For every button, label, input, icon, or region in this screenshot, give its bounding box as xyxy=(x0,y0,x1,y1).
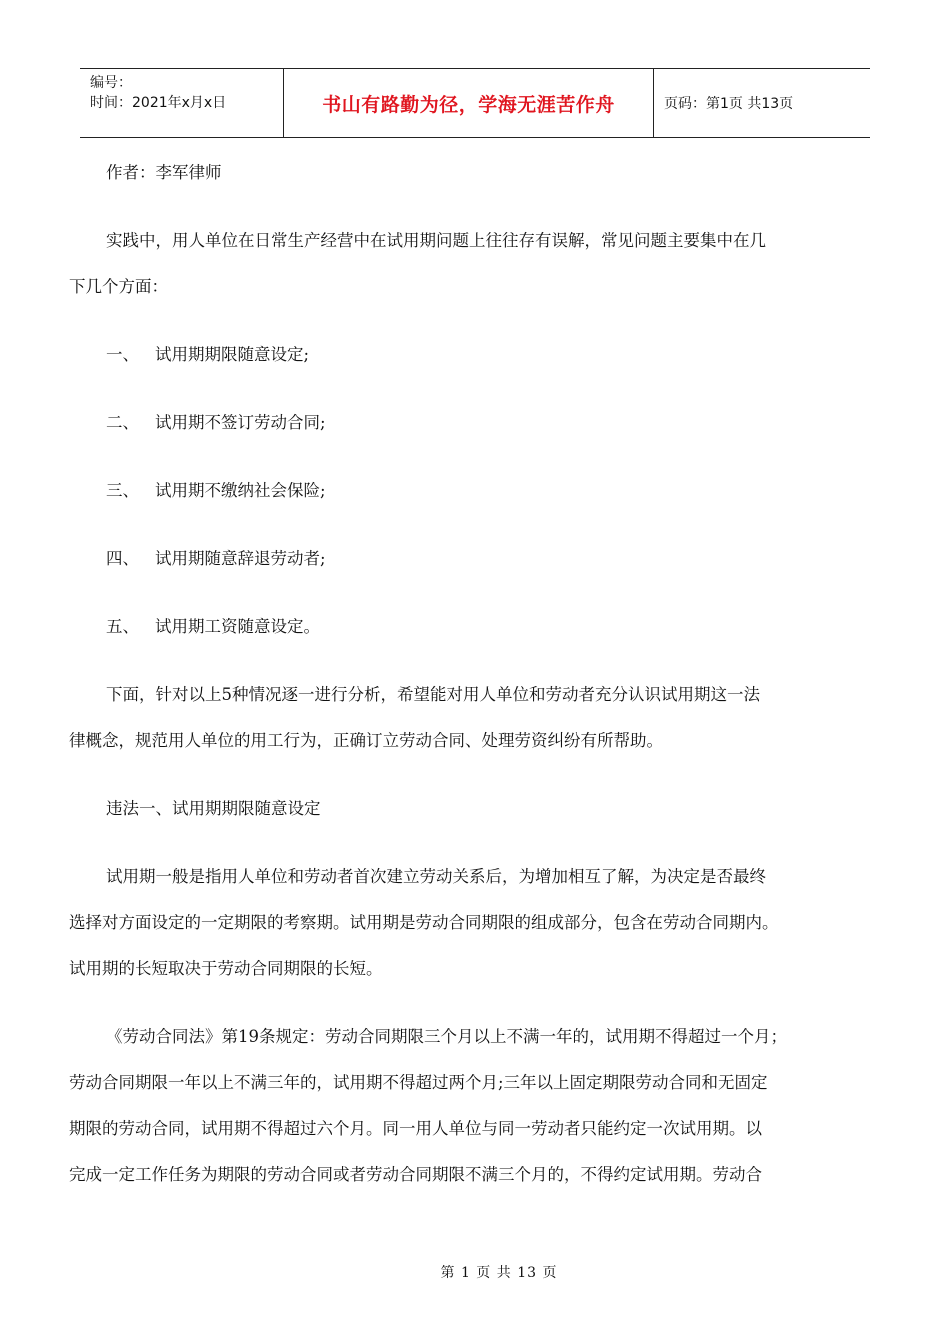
header-left-cell xyxy=(80,69,283,137)
list-item: 一、 试用期期限随意设定; xyxy=(106,345,310,364)
analysis-line-1: 下面，针对以上5种情况逐一进行分析，希望能对用人单位和劳动者充分认识试用期这一法 xyxy=(106,685,760,704)
paragraph-line: 选择对方面设定的一定期限的考察期。试用期是劳动合同期限的组成部分，包含在劳动合同期内。 xyxy=(69,913,779,932)
page-footer: 第 1 页 共 13 页 xyxy=(440,1265,558,1281)
paragraph-line: 期限的劳动合同，试用期不得超过六个月。同一用人单位与同一劳动者只能约定一次试用期。以 xyxy=(69,1119,762,1138)
header-right-cell xyxy=(654,69,870,137)
paragraph-line: 完成一定工作任务为期限的劳动合同或者劳动合同期限不满三个月的，不得约定试用期。劳动合 xyxy=(69,1165,762,1184)
intro-line-2: 下几个方面： xyxy=(69,277,168,296)
motto-text: 书山有路勤为径，学海无涯苦作舟 xyxy=(322,93,615,116)
section-title: 违法一、试用期期限随意设定 xyxy=(106,799,321,818)
time-label: 时间：2021年x月x日 xyxy=(90,95,227,111)
list-item: 三、 试用期不缴纳社会保险; xyxy=(106,481,326,500)
document-body xyxy=(69,150,884,1198)
number-label: 编号： xyxy=(90,75,132,91)
author-line: 作者：李军律师 xyxy=(106,163,222,182)
list-item: 二、 试用期不签订劳动合同; xyxy=(106,413,326,432)
paragraph-line: 试用期的长短取决于劳动合同期限的长短。 xyxy=(69,959,383,978)
header-motto-cell xyxy=(283,69,654,137)
paragraph-line: 劳动合同期限一年以上不满三年的，试用期不得超过两个月;三年以上固定期限劳动合同和无固定 xyxy=(69,1073,768,1092)
list-item: 五、 试用期工资随意设定。 xyxy=(106,617,320,636)
page-header xyxy=(80,68,870,138)
list-item: 四、 试用期随意辞退劳动者; xyxy=(106,549,326,568)
paragraph-line: 《劳动合同法》第19条规定：劳动合同期限三个月以上不满一年的，试用期不得超过一个月； xyxy=(106,1027,787,1046)
paragraph-line: 试用期一般是指用人单位和劳动者首次建立劳动关系后，为增加相互了解，为决定是否最终 xyxy=(106,867,766,886)
analysis-line-2: 律概念，规范用人单位的用工行为，正确订立劳动合同、处理劳资纠纷有所帮助。 xyxy=(69,731,663,750)
page-label: 页码：第1页 共13页 xyxy=(664,96,794,112)
intro-line-1: 实践中，用人单位在日常生产经营中在试用期问题上往往存有误解，常见问题主要集中在几 xyxy=(106,231,766,250)
